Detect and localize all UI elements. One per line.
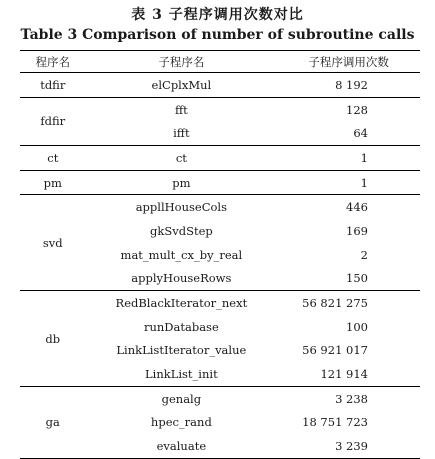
table-row <box>20 146 420 171</box>
call-count-cell: 1 <box>277 146 420 171</box>
table-row <box>20 73 420 98</box>
table-row <box>20 170 420 195</box>
subroutine-name-cell: RedBlackIterator_next <box>115 296 248 311</box>
call-count-cell: 18 751 723 <box>302 415 368 430</box>
table-header-row <box>20 51 420 73</box>
header-program-name: 程序名 <box>20 51 86 73</box>
subroutine-name-cell: LinkList_init <box>86 362 278 386</box>
subroutine-name-cell: ifft <box>86 121 278 145</box>
call-count-cell: 100 <box>346 319 368 334</box>
call-count-cell: 56 921 017 <box>302 343 368 358</box>
program-name-cell: ct <box>20 146 86 171</box>
program-name-cell: pm <box>20 170 86 195</box>
call-count-cell: 3 238 <box>335 391 368 406</box>
program-name-cell: svd <box>20 195 86 291</box>
call-count-cell: 128 <box>346 102 368 117</box>
table-row <box>20 386 420 410</box>
table-row <box>20 291 420 315</box>
call-count-cell: 64 <box>277 121 420 145</box>
subroutine-name-cell: appllHouseCols <box>135 200 228 215</box>
header-call-count: 子程序调用次数 <box>277 51 420 73</box>
header-subroutine-name: 子程序名 <box>86 51 278 73</box>
program-name-cell: db <box>20 291 86 387</box>
call-count-cell: 8 192 <box>277 73 420 98</box>
table-title-chinese: 表 3 子程序调用次数对比 <box>131 7 304 23</box>
program-name-cell: ga <box>20 386 86 458</box>
table-title-english: Table 3 Comparison of number of subroutine calls <box>20 27 415 43</box>
call-count-cell: 121 914 <box>277 362 420 386</box>
subroutine-name-cell: runDatabase <box>143 319 219 334</box>
subroutine-name-cell: elCplxMul <box>86 73 278 98</box>
table-row <box>20 97 420 121</box>
call-count-cell: 446 <box>346 200 368 215</box>
call-count-cell: 56 821 275 <box>302 296 368 311</box>
subroutine-name-cell: gkSvdStep <box>150 223 213 238</box>
subroutine-name-cell: fft <box>174 102 188 117</box>
subroutine-name-cell: pm <box>86 170 278 195</box>
subroutine-name-cell: LinkListIterator_value <box>116 343 247 358</box>
call-count-cell: 150 <box>277 267 420 291</box>
subroutine-name-cell: hpec_rand <box>150 415 212 430</box>
call-count-cell: 169 <box>346 223 368 238</box>
program-name-cell: tdfir <box>20 73 86 98</box>
subroutine-name-cell: applyHouseRows <box>86 267 278 291</box>
subroutine-name-cell: evaluate <box>86 434 278 458</box>
call-count-cell: 3 239 <box>277 434 420 458</box>
subroutine-name-cell: mat_mult_cx_by_real <box>120 247 243 262</box>
program-name-cell: fdfir <box>20 97 86 145</box>
subroutine-name-cell: ct <box>86 146 278 171</box>
subroutine-name-cell: genalg <box>161 391 202 406</box>
call-count-cell: 1 <box>277 170 420 195</box>
subroutine-calls-table <box>20 50 420 459</box>
call-count-cell: 2 <box>360 247 368 262</box>
table-row <box>20 195 420 219</box>
